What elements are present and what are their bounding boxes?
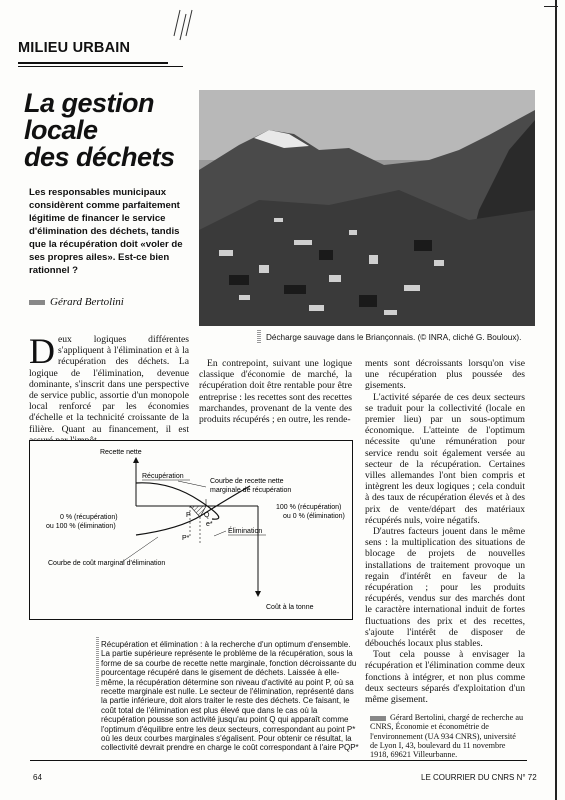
- page-edge-tick: [544, 6, 558, 7]
- label-left-2: ou 100 % (élimination): [46, 523, 116, 530]
- label-p-star: P*: [182, 535, 190, 542]
- figure-caption-body: La partie supérieure représente le problème de la récupération, sous la forme de sa courbe de recette nette marginale, fonction décroissante du pourcentage récupéré dans le gisement de déchets. Laissée à elle-même, la récupération détermine son niveau d'activité au point P, où sa recette marginale est nulle. Le secteur de l'élimination, représenté dans la partie inférieure, doit alors traiter le reste des déchets. Ce faisant, le coût total de l'élimination est plus élevé que dans le cas où la récupération pousse son activité jusqu'au point Q qui apparaît comme l'optimum d'équilibre entre les deux secteurs, correspondant au point P* où les deux courbes marginales s'égalisent. Pour obtenir ce résultat, la collectivité devrait prendre en charge le coût correspondant à l'aire PQP*: [101, 649, 359, 753]
- figure-caption: [101, 640, 361, 753]
- rubric-rule-thin: [18, 66, 183, 67]
- leader-recovery-curve: [178, 481, 206, 487]
- label-courbe-recette-2: marginale de récupération: [210, 487, 292, 494]
- figure-caption-marker: [96, 637, 99, 687]
- bio-marker: [370, 716, 386, 721]
- label-cout: Coût à la tonne: [266, 604, 314, 611]
- page-number: 64: [33, 773, 42, 782]
- economic-diagram: [29, 440, 353, 620]
- label-recette-nette: Recette nette: [100, 449, 142, 456]
- rubric-rule: [18, 62, 168, 64]
- label-courbe-cout: Courbe de coût marginal d'élimination: [48, 560, 166, 567]
- diagram-svg: [30, 441, 352, 619]
- section-rubric: MILIEU URBAIN: [18, 40, 131, 56]
- leader-elimination: [214, 531, 226, 536]
- figure-caption-title: Récupération et élimination : à la recherche d'un optimum d'ensemble.: [101, 640, 351, 649]
- journal-name: LE COURRIER DU CNRS N° 72: [421, 773, 537, 782]
- col3-paragraph-1: ments sont décroissants lorsqu'on vise une récupération plus poussée des gisements.: [365, 358, 525, 392]
- page-edge-line: [555, 0, 557, 800]
- photo-illustration: [199, 90, 535, 326]
- col3-paragraph-2: L'activité séparée de ces deux secteurs se traduit pour la collectivité (locale en premier lieu) par un sous-optimum économique. L'atteinte de l'optimum nécessite qu'une rémunération pour service rendu soit également versée au secteur de la récupération. Certaines villes allemandes l'ont bien compris et intègrent les deux logiques ; cela conduit à des taux de récupération élevés et à des prix de vente/départ des matériaux récupérés nuls, voire négatifs.: [365, 391, 525, 526]
- title-line-2: locale: [24, 115, 98, 145]
- label-courbe-recette-1: Courbe de recette nette: [210, 478, 284, 485]
- label-right-2: ou 0 % (élimination): [283, 513, 345, 520]
- col2-paragraph: En contrepoint, suivant une logique classique d'économie de marché, la récupération doit être rentable pour être entreprise : les recettes sont des recettes marchandes, provenant de la vente des produits récupérés ; en outre, les rende-: [199, 358, 352, 426]
- footer-rule: [30, 760, 527, 761]
- author-marker: [29, 300, 45, 305]
- body-column-2: [199, 358, 352, 425]
- label-q: Q: [204, 512, 210, 519]
- label-recuperation: Récupération: [142, 473, 184, 480]
- leader-cost-curve: [122, 537, 158, 562]
- axis-arrow-down: [255, 591, 261, 597]
- title-line-1: La gestion: [24, 88, 155, 118]
- author-name: Gérard Bertolini: [50, 296, 124, 308]
- body-column-1: [29, 331, 189, 446]
- label-elimination: Élimination: [228, 528, 263, 535]
- header-decoration: [170, 6, 200, 42]
- landfill-photo: [199, 90, 535, 326]
- article-title: [24, 90, 194, 171]
- col3-paragraph-3: D'autres facteurs jouent dans le même sens : la multiplication des situations de blocage de projets de nouvelles installations de traitement provoque un regain d'intérêt en faveur de la récupération ; pour les produits récupérés, vendus sur des marchés dont le caractère international induit de fortes fluctuations des prix et des recettes, s'ajoute l'intérêt de disposer de débouchés locaux plus stables.: [365, 526, 525, 650]
- author-bio: [370, 713, 525, 759]
- body-column-3: [365, 358, 525, 705]
- label-right-1: 100 % (récupération): [276, 504, 342, 511]
- article-lede: Les responsables municipaux considèrent comme parfaitement légitime de financer le service d'élimination des déchets, tandis que la récupération doit «voler de ses propres ailes». Est-ce bien rationnel ?: [29, 187, 183, 276]
- title-line-3: des déchets: [24, 142, 175, 172]
- drop-cap: D: [29, 331, 55, 371]
- axis-arrow-up: [133, 457, 139, 463]
- caption-marker: [257, 330, 261, 344]
- label-p: P: [186, 512, 191, 519]
- label-left-1: 0 % (récupération): [60, 514, 118, 521]
- col1-paragraph: eux logiques différentes s'appliquent à l'élimination et à la récupération des déchets. La logique de l'élimination, devenue dominante, s'inscrit dans une perspective de service public, assortie d'un monopole local renforcé par les économies d'échelle et la technicité croissante de la filière. Quant au financement, il est: [29, 334, 189, 435]
- photo-caption: Décharge sauvage dans le Briançonnais. (© INRA, cliché G. Bouloux).: [266, 333, 522, 342]
- bio-text: Gérard Bertolini, chargé de recherche au CNRS, Économie et économétrie de l'environnement (UA 934 CNRS), université de Lyon I, 43, boulevard du 11 novembre 1918, 69621 Villeurbanne.: [370, 713, 524, 760]
- col3-paragraph-4: Tout cela pousse à envisager la récupération et l'élimination comme deux fonctions à intégrer, et non plus comme deux secteurs séparés d'exploitation d'un même gisement.: [365, 649, 525, 706]
- label-e-star: e*: [206, 521, 213, 528]
